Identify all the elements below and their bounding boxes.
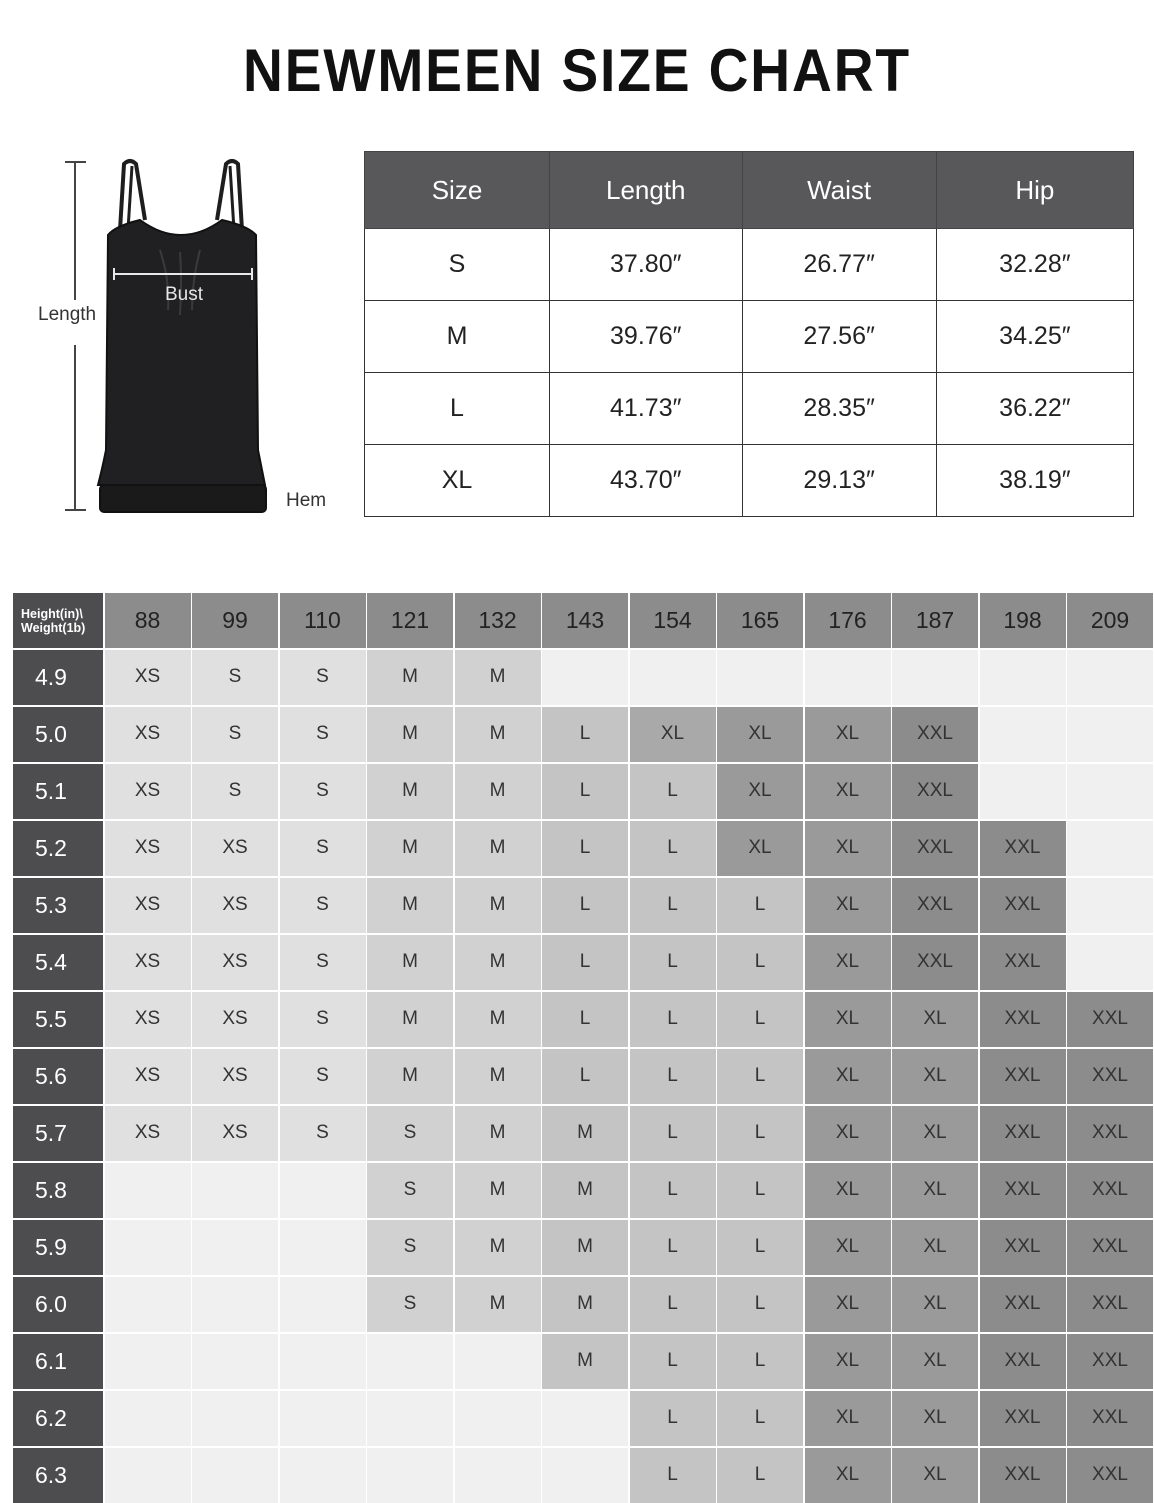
size-cell bbox=[192, 1220, 278, 1276]
size-cell: S bbox=[280, 650, 366, 706]
table-row bbox=[365, 445, 1134, 517]
size-cell: L bbox=[630, 1220, 716, 1276]
size-cell: XXL bbox=[892, 878, 978, 934]
height-header: 5.0 bbox=[13, 707, 103, 763]
size-cell: XL bbox=[805, 1391, 891, 1447]
size-cell: M bbox=[542, 1220, 628, 1276]
size-cell: XS bbox=[105, 650, 191, 706]
size-cell: M bbox=[367, 1049, 453, 1105]
size-cell: XXL bbox=[1067, 1391, 1153, 1447]
table-row bbox=[365, 373, 1134, 445]
size-cell bbox=[280, 1448, 366, 1503]
size-cell: M bbox=[367, 935, 453, 991]
size-cell: S bbox=[280, 992, 366, 1048]
height-header: 5.6 bbox=[13, 1049, 103, 1105]
size-cell bbox=[367, 1391, 453, 1447]
size-cell: XXL bbox=[1067, 1448, 1153, 1503]
size-cell: M bbox=[542, 1163, 628, 1219]
size-cell: XL bbox=[805, 878, 891, 934]
waist-cell: 29.13″ bbox=[742, 445, 936, 517]
size-cell: L bbox=[717, 1163, 803, 1219]
size-cell: L bbox=[717, 1334, 803, 1390]
size-cell: M bbox=[455, 821, 541, 877]
table-row bbox=[365, 229, 1134, 301]
size-cell: XXL bbox=[892, 764, 978, 820]
size-cell: XS bbox=[105, 935, 191, 991]
weight-header: 165 bbox=[717, 593, 803, 648]
weight-header: 198 bbox=[980, 593, 1066, 648]
size-cell: XS bbox=[105, 1049, 191, 1105]
size-cell: M bbox=[455, 1277, 541, 1333]
height-header: 5.1 bbox=[13, 764, 103, 820]
size-cell bbox=[1067, 650, 1153, 706]
size-cell bbox=[280, 1391, 366, 1447]
header-length: Length bbox=[550, 152, 743, 229]
size-cell bbox=[192, 1334, 278, 1390]
size-cell: L bbox=[630, 1163, 716, 1219]
size-cell: L bbox=[365, 373, 550, 445]
size-cell: S bbox=[192, 707, 278, 763]
size-cell: XL bbox=[805, 1277, 891, 1333]
size-cell: XXL bbox=[892, 935, 978, 991]
size-cell: XS bbox=[105, 707, 191, 763]
size-cell bbox=[717, 650, 803, 706]
size-cell: M bbox=[367, 707, 453, 763]
size-cell bbox=[280, 1163, 366, 1219]
size-cell: L bbox=[630, 935, 716, 991]
size-cell: L bbox=[630, 1277, 716, 1333]
size-cell: L bbox=[542, 992, 628, 1048]
size-cell: XL bbox=[630, 707, 716, 763]
size-cell: XXL bbox=[892, 707, 978, 763]
size-cell: S bbox=[280, 764, 366, 820]
size-cell: S bbox=[367, 1277, 453, 1333]
size-cell: XL bbox=[892, 1334, 978, 1390]
size-cell: XS bbox=[105, 992, 191, 1048]
size-cell: XS bbox=[105, 764, 191, 820]
size-cell bbox=[980, 650, 1066, 706]
height-header: 5.5 bbox=[13, 992, 103, 1048]
size-cell: XL bbox=[805, 1334, 891, 1390]
size-cell: XS bbox=[105, 878, 191, 934]
size-cell bbox=[455, 1391, 541, 1447]
waist-cell: 26.77″ bbox=[742, 229, 936, 301]
size-cell: S bbox=[280, 878, 366, 934]
size-cell bbox=[367, 1448, 453, 1503]
size-cell: S bbox=[280, 1106, 366, 1162]
size-cell: L bbox=[630, 992, 716, 1048]
size-cell: M bbox=[455, 1049, 541, 1105]
size-cell: XXL bbox=[1067, 1163, 1153, 1219]
size-cell: XXL bbox=[980, 1391, 1066, 1447]
size-cell bbox=[1067, 764, 1153, 820]
size-cell: S bbox=[367, 1106, 453, 1162]
waist-cell: 28.35″ bbox=[742, 373, 936, 445]
size-cell: M bbox=[455, 707, 541, 763]
height-header: 6.3 bbox=[13, 1448, 103, 1503]
size-cell: XS bbox=[105, 1106, 191, 1162]
weight-header: 121 bbox=[367, 593, 453, 648]
size-cell: XL bbox=[892, 1448, 978, 1503]
size-cell bbox=[630, 650, 716, 706]
size-cell: L bbox=[542, 764, 628, 820]
weight-header: 209 bbox=[1067, 593, 1153, 648]
size-cell: XL bbox=[805, 764, 891, 820]
size-cell bbox=[105, 1334, 191, 1390]
size-cell bbox=[192, 1277, 278, 1333]
size-cell: L bbox=[717, 878, 803, 934]
size-cell: XXL bbox=[1067, 1334, 1153, 1390]
length-label: Length bbox=[38, 304, 96, 326]
size-cell: L bbox=[717, 1220, 803, 1276]
size-cell: L bbox=[630, 1049, 716, 1105]
weight-header: 143 bbox=[542, 593, 628, 648]
size-cell: XL bbox=[805, 1220, 891, 1276]
header-hip: Hip bbox=[936, 152, 1133, 229]
size-cell: L bbox=[630, 1448, 716, 1503]
size-cell: M bbox=[455, 650, 541, 706]
size-cell: M bbox=[542, 1334, 628, 1390]
size-cell: L bbox=[717, 992, 803, 1048]
length-cell: 43.70″ bbox=[550, 445, 743, 517]
size-cell: S bbox=[192, 764, 278, 820]
size-cell bbox=[805, 650, 891, 706]
size-cell: XXL bbox=[1067, 1049, 1153, 1105]
waist-cell: 27.56″ bbox=[742, 301, 936, 373]
size-cell bbox=[1067, 707, 1153, 763]
size-cell: L bbox=[542, 1049, 628, 1105]
size-cell: XL bbox=[717, 707, 803, 763]
size-cell bbox=[1067, 821, 1153, 877]
size-cell: M bbox=[455, 1163, 541, 1219]
size-cell bbox=[105, 1163, 191, 1219]
size-cell: XL bbox=[892, 1391, 978, 1447]
table-row bbox=[365, 301, 1134, 373]
size-cell: M bbox=[367, 992, 453, 1048]
size-cell: XL bbox=[805, 1163, 891, 1219]
weight-header: 187 bbox=[892, 593, 978, 648]
corner-label-height: Height(in)\ bbox=[21, 607, 85, 621]
size-cell: L bbox=[630, 1391, 716, 1447]
size-cell: XL bbox=[892, 1163, 978, 1219]
height-header: 5.4 bbox=[13, 935, 103, 991]
size-cell: XXL bbox=[980, 935, 1066, 991]
size-cell bbox=[892, 650, 978, 706]
height-header: 5.2 bbox=[13, 821, 103, 877]
size-cell: XL bbox=[892, 992, 978, 1048]
size-cell: XL bbox=[805, 1049, 891, 1105]
size-cell: L bbox=[717, 1049, 803, 1105]
size-cell bbox=[542, 650, 628, 706]
size-cell: L bbox=[542, 878, 628, 934]
size-cell bbox=[192, 1163, 278, 1219]
weight-header: 99 bbox=[192, 593, 278, 648]
weight-header: 154 bbox=[630, 593, 716, 648]
size-cell: XL bbox=[892, 1277, 978, 1333]
size-cell: XS bbox=[192, 878, 278, 934]
size-cell bbox=[367, 1334, 453, 1390]
size-cell: XXL bbox=[980, 1448, 1066, 1503]
size-cell: M bbox=[455, 1106, 541, 1162]
header-waist: Waist bbox=[742, 152, 936, 229]
size-cell: XL bbox=[892, 1220, 978, 1276]
size-cell: M bbox=[542, 1106, 628, 1162]
height-header: 4.9 bbox=[13, 650, 103, 706]
size-cell: L bbox=[630, 1334, 716, 1390]
size-cell bbox=[1067, 935, 1153, 991]
size-cell: M bbox=[367, 764, 453, 820]
height-header: 6.2 bbox=[13, 1391, 103, 1447]
size-cell: M bbox=[455, 1220, 541, 1276]
size-cell: M bbox=[367, 650, 453, 706]
size-cell: XS bbox=[192, 935, 278, 991]
size-cell: M bbox=[455, 935, 541, 991]
height-header: 6.0 bbox=[13, 1277, 103, 1333]
size-cell: XXL bbox=[980, 1163, 1066, 1219]
size-cell bbox=[542, 1391, 628, 1447]
size-cell: XS bbox=[192, 1049, 278, 1105]
size-cell: S bbox=[367, 1220, 453, 1276]
size-cell: XL bbox=[717, 821, 803, 877]
garment-illustration bbox=[20, 150, 350, 520]
size-cell: XL bbox=[805, 707, 891, 763]
size-cell: L bbox=[717, 1277, 803, 1333]
size-cell: M bbox=[455, 878, 541, 934]
size-cell: S bbox=[280, 821, 366, 877]
weight-header: 176 bbox=[805, 593, 891, 648]
size-cell: XXL bbox=[980, 992, 1066, 1048]
size-cell: XXL bbox=[980, 821, 1066, 877]
corner-label-weight: Weight(1b) bbox=[21, 621, 85, 635]
size-cell: XL bbox=[805, 992, 891, 1048]
tank-top-image bbox=[20, 150, 350, 520]
size-cell: S bbox=[280, 1049, 366, 1105]
grid-corner-label bbox=[13, 593, 103, 648]
size-cell bbox=[105, 1220, 191, 1276]
size-cell bbox=[980, 764, 1066, 820]
size-cell bbox=[455, 1334, 541, 1390]
size-cell: S bbox=[365, 229, 550, 301]
size-cell: XS bbox=[192, 821, 278, 877]
height-header: 5.7 bbox=[13, 1106, 103, 1162]
size-cell: L bbox=[717, 1448, 803, 1503]
weight-header: 132 bbox=[455, 593, 541, 648]
hip-cell: 38.19″ bbox=[936, 445, 1133, 517]
size-cell: M bbox=[542, 1277, 628, 1333]
size-cell: S bbox=[280, 935, 366, 991]
size-cell: L bbox=[542, 821, 628, 877]
size-cell: XXL bbox=[980, 1220, 1066, 1276]
bust-label: Bust bbox=[165, 284, 203, 306]
size-cell: XXL bbox=[980, 1049, 1066, 1105]
size-cell: XXL bbox=[1067, 1277, 1153, 1333]
size-cell bbox=[280, 1220, 366, 1276]
size-cell: XL bbox=[805, 1448, 891, 1503]
size-cell bbox=[105, 1277, 191, 1333]
size-cell bbox=[980, 707, 1066, 763]
size-cell: XS bbox=[105, 821, 191, 877]
hip-cell: 36.22″ bbox=[936, 373, 1133, 445]
size-cell: XXL bbox=[980, 878, 1066, 934]
measurement-header-row bbox=[365, 152, 1134, 229]
size-cell: L bbox=[630, 764, 716, 820]
size-cell: M bbox=[455, 992, 541, 1048]
size-cell: XS bbox=[192, 992, 278, 1048]
height-header: 6.1 bbox=[13, 1334, 103, 1390]
length-cell: 39.76″ bbox=[550, 301, 743, 373]
size-cell bbox=[192, 1391, 278, 1447]
weight-header: 88 bbox=[105, 593, 191, 648]
page-title: NEWMEEN SIZE CHART bbox=[46, 36, 1108, 105]
size-cell: M bbox=[365, 301, 550, 373]
size-cell: XXL bbox=[892, 821, 978, 877]
size-cell bbox=[105, 1391, 191, 1447]
height-header: 5.9 bbox=[13, 1220, 103, 1276]
size-cell bbox=[105, 1448, 191, 1503]
size-cell: S bbox=[280, 707, 366, 763]
header-size: Size bbox=[365, 152, 550, 229]
size-cell: L bbox=[630, 1106, 716, 1162]
size-cell: L bbox=[630, 821, 716, 877]
size-cell: XXL bbox=[1067, 992, 1153, 1048]
hip-cell: 34.25″ bbox=[936, 301, 1133, 373]
size-cell: XL bbox=[805, 1106, 891, 1162]
size-cell: L bbox=[717, 1106, 803, 1162]
size-cell: L bbox=[717, 935, 803, 991]
size-cell: S bbox=[367, 1163, 453, 1219]
size-cell: S bbox=[192, 650, 278, 706]
size-cell: XXL bbox=[980, 1334, 1066, 1390]
height-header: 5.8 bbox=[13, 1163, 103, 1219]
size-cell: L bbox=[630, 878, 716, 934]
size-cell: XL bbox=[717, 764, 803, 820]
size-cell: M bbox=[367, 821, 453, 877]
size-cell bbox=[280, 1277, 366, 1333]
size-cell bbox=[542, 1448, 628, 1503]
size-cell: M bbox=[367, 878, 453, 934]
hip-cell: 32.28″ bbox=[936, 229, 1133, 301]
size-cell: XXL bbox=[980, 1277, 1066, 1333]
length-cell: 41.73″ bbox=[550, 373, 743, 445]
height-header: 5.3 bbox=[13, 878, 103, 934]
size-cell: XL bbox=[365, 445, 550, 517]
size-cell: XL bbox=[892, 1049, 978, 1105]
size-cell: L bbox=[717, 1391, 803, 1447]
size-cell: XL bbox=[805, 935, 891, 991]
size-cell bbox=[455, 1448, 541, 1503]
size-cell: XL bbox=[805, 821, 891, 877]
size-cell: XL bbox=[892, 1106, 978, 1162]
size-cell: XXL bbox=[1067, 1106, 1153, 1162]
size-cell bbox=[192, 1448, 278, 1503]
hem-label: Hem bbox=[286, 490, 326, 512]
weight-header: 110 bbox=[280, 593, 366, 648]
size-cell bbox=[1067, 878, 1153, 934]
size-cell bbox=[280, 1334, 366, 1390]
size-cell: XS bbox=[192, 1106, 278, 1162]
size-cell: XXL bbox=[1067, 1220, 1153, 1276]
size-cell: L bbox=[542, 935, 628, 991]
length-cell: 37.80″ bbox=[550, 229, 743, 301]
measurement-table bbox=[364, 151, 1134, 517]
size-cell: M bbox=[455, 764, 541, 820]
size-cell: L bbox=[542, 707, 628, 763]
size-cell: XXL bbox=[980, 1106, 1066, 1162]
